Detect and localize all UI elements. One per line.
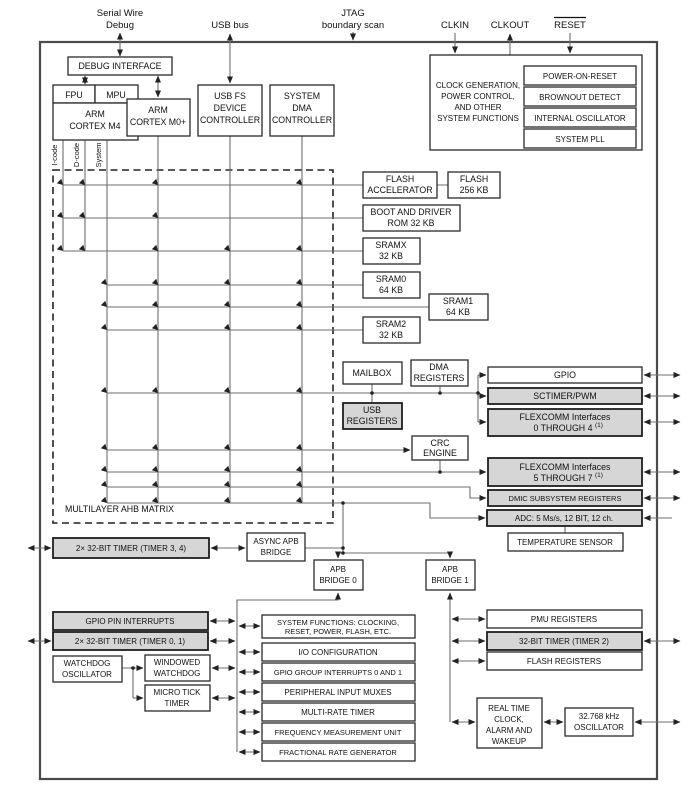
svg-text:DMIC SUBSYSTEM REGISTERS: DMIC SUBSYSTEM REGISTERS — [508, 494, 622, 503]
svg-text:GPIO: GPIO — [554, 370, 576, 380]
svg-text:USB FS: USB FS — [214, 91, 246, 101]
svg-text:0 THROUGH 4: 0 THROUGH 4 — [533, 423, 593, 433]
micro-tick-timer-block — [145, 685, 210, 711]
svg-text:ADC: 5 Ms/s, 12 BIT, 12 ch.: ADC: 5 Ms/s, 12 BIT, 12 ch. — [514, 514, 614, 523]
svg-text:REGISTERS: REGISTERS — [346, 416, 398, 426]
svg-text:CRC: CRC — [430, 438, 450, 448]
svg-text:POWER-ON-RESET: POWER-ON-RESET — [542, 72, 618, 81]
crc-engine-block — [412, 436, 468, 460]
reset-label: RESET — [554, 20, 586, 31]
svg-text:FREQUENCY MEASUREMENT UNIT: FREQUENCY MEASUREMENT UNIT — [274, 728, 402, 737]
svg-text:APB: APB — [441, 565, 459, 574]
frequency-measurement-unit-block — [262, 723, 415, 741]
fractional-rate-generator-block — [262, 743, 415, 761]
svg-text:FLASH REGISTERS: FLASH REGISTERS — [526, 657, 602, 666]
svg-text:REGISTERS: REGISTERS — [413, 373, 465, 383]
svg-text:SYSTEM FUNCTIONS: SYSTEM FUNCTIONS — [437, 114, 519, 123]
svg-text:DMA: DMA — [292, 103, 312, 113]
svg-text:SYSTEM FUNCTIONS: CLOCKING,: SYSTEM FUNCTIONS: CLOCKING, — [276, 618, 400, 627]
svg-text:ACCELERATOR: ACCELERATOR — [367, 185, 433, 195]
svg-text:CORTEX M4: CORTEX M4 — [69, 121, 121, 131]
svg-text:SRAMX: SRAMX — [375, 240, 407, 250]
svg-text:FLEXCOMM Interfaces: FLEXCOMM Interfaces — [519, 462, 611, 472]
svg-text:ENGINE: ENGINE — [423, 448, 457, 458]
ahb-matrix-label: MULTILAYER AHB MATRIX — [65, 504, 175, 514]
temperature-sensor-block — [508, 533, 623, 551]
svg-text:MPU: MPU — [106, 90, 126, 100]
svg-text:BRIDGE 0: BRIDGE 0 — [319, 576, 357, 585]
svg-text:ROM 32 KB: ROM 32 KB — [387, 218, 435, 228]
osc-32khz-block — [565, 708, 633, 736]
svg-text:Debug: Debug — [106, 20, 134, 31]
svg-text:OSCILLATOR: OSCILLATOR — [62, 670, 112, 679]
svg-text:256 KB: 256 KB — [459, 185, 489, 195]
dma-registers-block — [411, 360, 468, 386]
cortex-m0-block — [127, 99, 190, 136]
svg-text:RESET, POWER, FLASH, ETC.: RESET, POWER, FLASH, ETC. — [284, 627, 392, 636]
svg-text:BRIDGE: BRIDGE — [260, 548, 292, 557]
flexcomm-5-7-block — [488, 458, 642, 486]
timer01-block — [53, 632, 208, 650]
svg-text:DMA: DMA — [429, 362, 449, 372]
svg-text:PMU REGISTERS: PMU REGISTERS — [530, 615, 598, 624]
usb-fs-controller-block — [198, 85, 262, 136]
svg-text:CLOCK,: CLOCK, — [494, 715, 524, 724]
usb-bus-label: USB bus — [211, 20, 249, 31]
svg-text:FRACTIONAL RATE GENERATOR: FRACTIONAL RATE GENERATOR — [279, 748, 397, 757]
apb-bridge-1-block — [426, 560, 475, 590]
svg-text:GPIO PIN INTERRUPTS: GPIO PIN INTERRUPTS — [85, 617, 175, 626]
svg-text:CONTROLLER: CONTROLLER — [199, 115, 261, 125]
svg-text:ASYNC APB: ASYNC APB — [253, 537, 299, 546]
svg-text:SRAM2: SRAM2 — [375, 319, 407, 329]
dmic-subsystem-block — [488, 490, 642, 506]
footnote-2: (1) — [595, 472, 603, 479]
svg-text:CONTROLLER: CONTROLLER — [271, 115, 333, 125]
flexcomm-0-4-block — [488, 409, 642, 436]
dcode-label: D-code — [72, 142, 81, 168]
flash-256kb-block — [448, 172, 500, 198]
svg-text:SCTIMER/PWM: SCTIMER/PWM — [533, 391, 597, 401]
debug-interface-block — [68, 57, 172, 75]
svg-text:WAKEUP: WAKEUP — [491, 737, 527, 746]
svg-text:SRAM0: SRAM0 — [375, 274, 407, 284]
gpio-pin-interrupts-block — [53, 612, 208, 630]
svg-text:64 KB: 64 KB — [379, 285, 403, 295]
multi-rate-timer-block — [262, 703, 415, 721]
usb-registers-block — [343, 403, 402, 429]
system-pll-block — [524, 129, 636, 148]
cpu-bus-labels — [50, 142, 103, 167]
svg-text:FPU: FPU — [65, 90, 83, 100]
flash-registers-block — [487, 652, 642, 670]
svg-text:ARM: ARM — [85, 109, 105, 119]
svg-text:INTERNAL OSCILLATOR: INTERNAL OSCILLATOR — [534, 114, 626, 123]
pmu-registers-block — [487, 610, 642, 628]
internal-oscillator-block — [524, 108, 636, 127]
svg-text:ARM: ARM — [148, 105, 168, 115]
svg-text:CLOCK GENERATION,: CLOCK GENERATION, — [435, 81, 521, 90]
boot-rom-block — [363, 205, 460, 231]
timer2-block — [487, 632, 642, 650]
svg-text:ALARM AND: ALARM AND — [485, 726, 533, 735]
power-on-reset-block — [524, 66, 636, 85]
peripheral-input-muxes-block — [262, 683, 415, 701]
svg-text:MULTI-RATE TIMER: MULTI-RATE TIMER — [301, 708, 375, 717]
brownout-detect-block — [524, 87, 636, 106]
svg-text:WATCHDOG: WATCHDOG — [153, 669, 201, 678]
sctimer-pwm-block — [488, 388, 642, 404]
svg-text:DEBUG INTERFACE: DEBUG INTERFACE — [78, 61, 162, 71]
svg-text:BOOT AND DRIVER: BOOT AND DRIVER — [370, 207, 452, 217]
ahb-matrix-boundary — [53, 170, 333, 523]
svg-text:2× 32-BIT TIMER (TIMER 0, 1): 2× 32-BIT TIMER (TIMER 0, 1) — [74, 637, 186, 646]
external-pin-labels — [97, 8, 586, 31]
svg-text:TIMER: TIMER — [164, 699, 190, 708]
svg-text:SRAM1: SRAM1 — [442, 296, 474, 306]
clock-generation-block — [430, 55, 642, 150]
svg-text:SYSTEM PLL: SYSTEM PLL — [555, 135, 605, 144]
svg-text:boundary scan: boundary scan — [321, 20, 385, 31]
system-dma-controller-block — [270, 85, 334, 136]
svg-text:64 KB: 64 KB — [446, 307, 470, 317]
svg-text:32 KB: 32 KB — [379, 251, 403, 261]
apb-bridge-0-block — [314, 560, 363, 590]
svg-text:MICRO TICK: MICRO TICK — [153, 688, 201, 697]
fpu-block — [53, 85, 95, 103]
system-functions-block — [262, 615, 415, 638]
watchdog-oscillator-block — [53, 656, 122, 682]
gpio-group-interrupts-block — [262, 663, 415, 681]
sramx-block — [363, 238, 420, 264]
svg-text:AND OTHER: AND OTHER — [454, 103, 502, 112]
svg-text:WATCHDOG: WATCHDOG — [63, 659, 111, 668]
svg-text:32-BIT TIMER (TIMER 2): 32-BIT TIMER (TIMER 2) — [519, 637, 609, 646]
system-label: System — [94, 142, 103, 168]
sram1-block — [429, 294, 488, 320]
svg-text:GPIO GROUP INTERRUPTS 0 AND 1: GPIO GROUP INTERRUPTS 0 AND 1 — [273, 668, 403, 677]
svg-text:OSCILLATOR: OSCILLATOR — [574, 723, 624, 732]
clkout-label: CLKOUT — [490, 20, 530, 31]
swd-label: Serial Wire — [96, 8, 144, 19]
svg-text:32.768 kHz: 32.768 kHz — [578, 712, 620, 721]
adc-block — [487, 510, 642, 526]
svg-text:32 KB: 32 KB — [379, 330, 403, 340]
svg-text:MAILBOX: MAILBOX — [352, 368, 392, 378]
cortex-m4-block — [53, 103, 138, 140]
clkin-label: CLKIN — [441, 20, 469, 31]
svg-text:PERIPHERAL INPUT MUXES: PERIPHERAL INPUT MUXES — [284, 688, 392, 697]
svg-text:APB: APB — [329, 565, 347, 574]
mailbox-block — [343, 362, 402, 384]
svg-text:FLASH: FLASH — [459, 174, 489, 184]
svg-text:REAL TIME: REAL TIME — [488, 704, 530, 713]
svg-text:DEVICE: DEVICE — [213, 103, 247, 113]
svg-text:SYSTEM: SYSTEM — [283, 91, 321, 101]
timer34-block — [53, 538, 209, 558]
sram2-block — [363, 317, 420, 343]
svg-text:CORTEX M0+: CORTEX M0+ — [129, 117, 187, 127]
icode-label: I-code — [50, 144, 59, 166]
svg-text:5 THROUGH 7: 5 THROUGH 7 — [533, 473, 593, 483]
flash-accelerator-block — [363, 172, 437, 198]
async-apb-bridge-block — [247, 533, 305, 561]
svg-text:TEMPERATURE SENSOR: TEMPERATURE SENSOR — [517, 538, 613, 547]
windowed-watchdog-block — [145, 655, 210, 681]
svg-text:POWER CONTROL,: POWER CONTROL, — [441, 92, 515, 101]
svg-text:USB: USB — [362, 405, 382, 415]
matrix-junction-arrows — [57, 179, 302, 503]
svg-text:WINDOWED: WINDOWED — [153, 658, 201, 667]
jtag-label: JTAG — [341, 8, 365, 19]
sram0-block — [363, 272, 420, 298]
svg-text:2× 32-BIT TIMER (TIMER 3, 4): 2× 32-BIT TIMER (TIMER 3, 4) — [75, 544, 187, 553]
rtc-block — [477, 698, 542, 748]
gpio-block — [488, 367, 642, 383]
svg-text:FLASH: FLASH — [385, 174, 415, 184]
svg-text:BRIDGE 1: BRIDGE 1 — [431, 576, 469, 585]
svg-text:FLEXCOMM Interfaces: FLEXCOMM Interfaces — [519, 412, 611, 422]
svg-text:BROWNOUT DETECT: BROWNOUT DETECT — [539, 93, 621, 102]
footnote-1: (1) — [595, 422, 603, 429]
svg-text:I/O CONFIGURATION: I/O CONFIGURATION — [298, 648, 378, 657]
io-configuration-block — [262, 643, 415, 661]
